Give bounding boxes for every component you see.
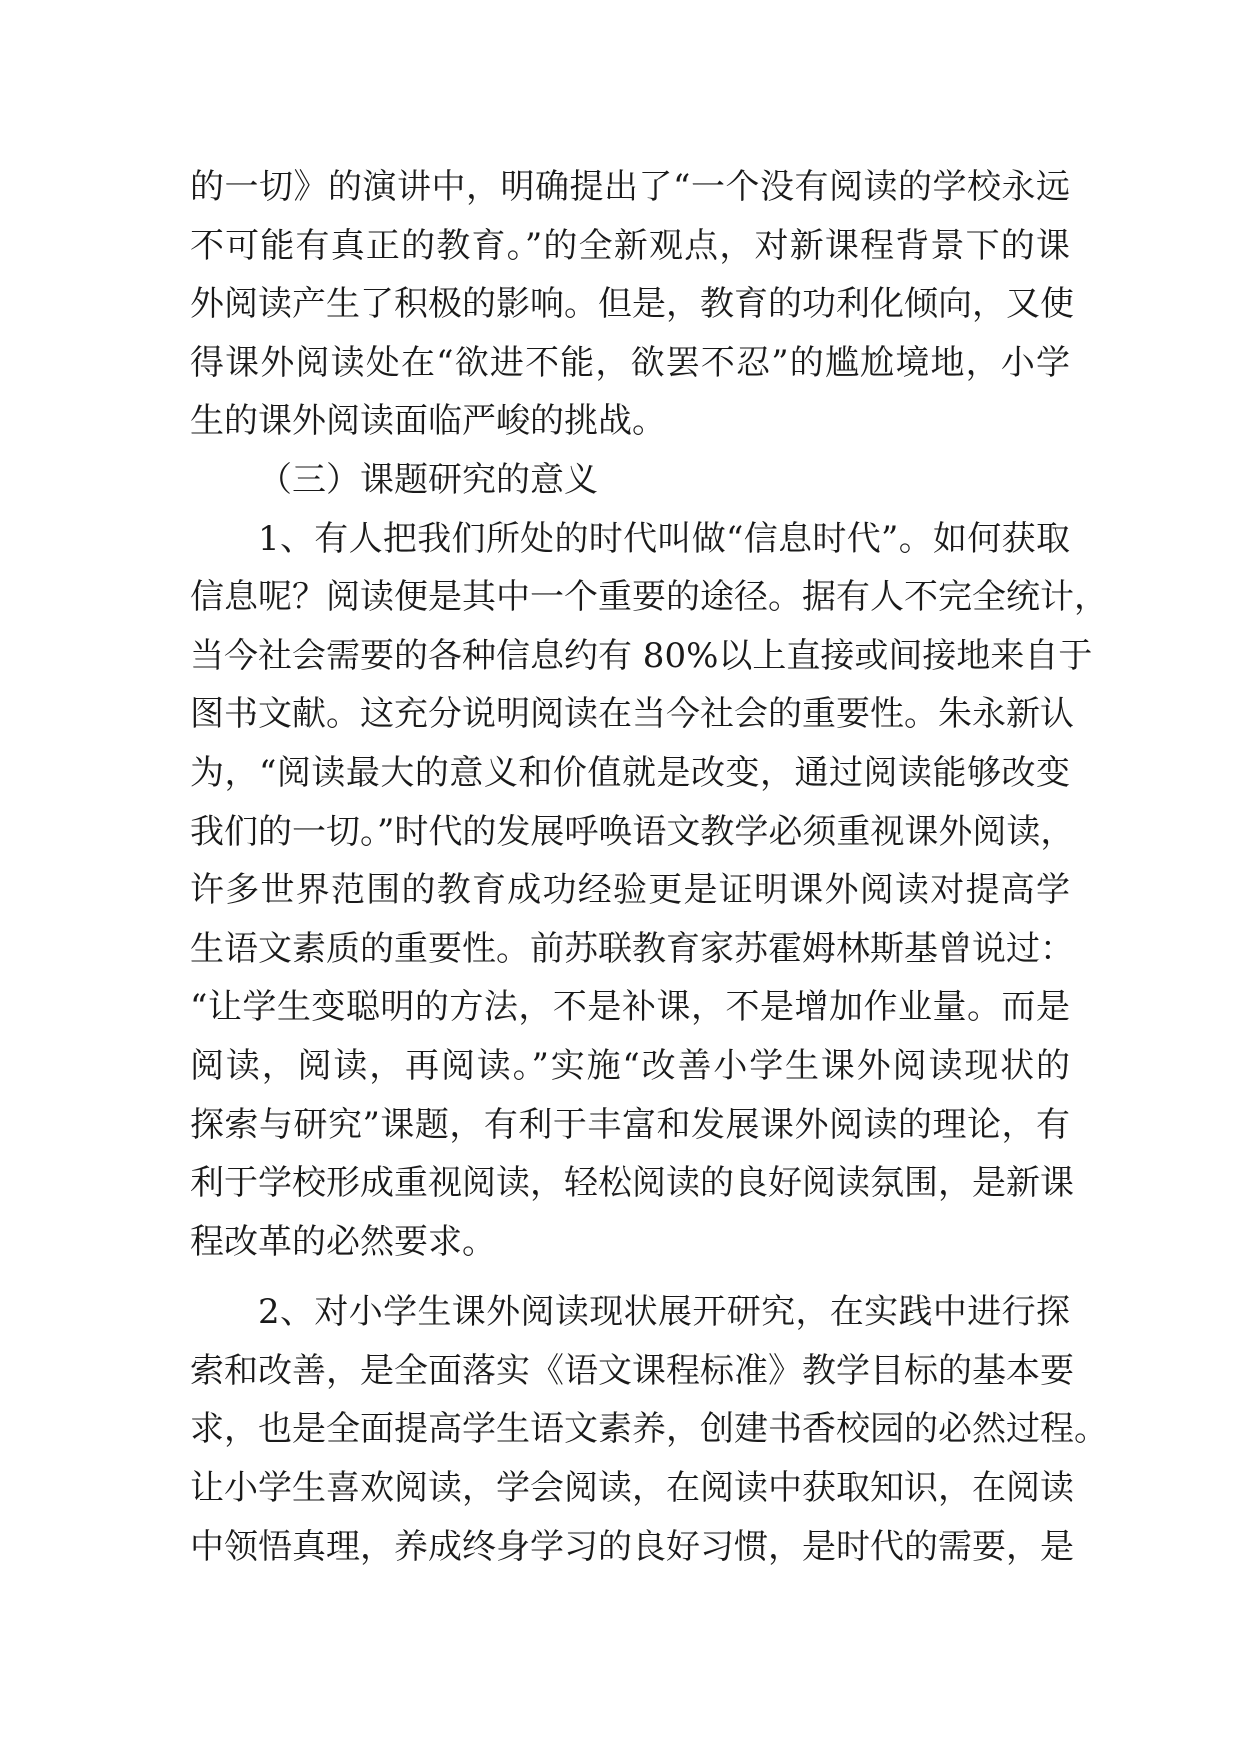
paragraph-point-1 xyxy=(190,510,1108,1272)
text-line: 索和改善，是全面落实《语文课程标准》教学目标的基本要 xyxy=(190,1350,1074,1391)
paragraph-continuation xyxy=(190,158,1074,451)
text-line: “让学生变聪明的方法，不是补课，不是增加作业量。而是 xyxy=(190,987,1070,1028)
text-line: 图书文献。这充分说明阅读在当今社会的重要性。朱永新认 xyxy=(190,694,1074,735)
section-heading xyxy=(190,451,1070,510)
text-line: 利于学校形成重视阅读，轻松阅读的良好阅读氛围，是新课 xyxy=(190,1163,1074,1204)
paragraph-point-2 xyxy=(190,1283,1108,1576)
text-line: 外阅读产生了积极的影响。但是，教育的功利化倾向，又使 xyxy=(190,284,1074,325)
text-line: 1、有人把我们所处的时代叫做“信息时代”。如何获取 xyxy=(258,518,1070,559)
text-line: 2、对小学生课外阅读现状展开研究，在实践中进行探 xyxy=(258,1292,1070,1333)
text-line: 当今社会需要的各种信息约有 80%以上直接或间接地来自于 xyxy=(190,635,1093,676)
text-line: 许多世界范围的教育成功经验更是证明课外阅读对提高学 xyxy=(190,870,1070,911)
paragraph-spacer xyxy=(190,1271,1070,1283)
text-line: 为，“阅读最大的意义和价值就是改变，通过阅读能够改变 xyxy=(190,752,1070,793)
document-body xyxy=(190,158,1108,1576)
text-line: 不可能有真正的教育。”的全新观点，对新课程背景下的课 xyxy=(190,225,1070,266)
text-line: 得课外阅读处在“欲进不能，欲罢不忍”的尴尬境地，小学 xyxy=(190,342,1070,383)
text-line: 生语文素质的重要性。前苏联教育家苏霍姆林斯基曾说过： xyxy=(190,928,1074,969)
text-line: 求，也是全面提高学生语文素养，创建书香校园的必然过程。 xyxy=(190,1409,1108,1450)
text-line: 的一切》的演讲中，明确提出了“一个没有阅读的学校永远 xyxy=(190,167,1070,207)
text-line: 让小学生喜欢阅读，学会阅读，在阅读中获取知识，在阅读 xyxy=(190,1468,1074,1509)
text-line: 中领悟真理，养成终身学习的良好习惯，是时代的需要，是 xyxy=(190,1526,1074,1567)
text-line: 探索与研究”课题，有利于丰富和发展课外阅读的理论，有 xyxy=(190,1104,1070,1145)
text-line: 程改革的必然要求。 xyxy=(190,1221,496,1262)
text-line: 阅读，阅读，再阅读。”实施“改善小学生课外阅读现状的 xyxy=(190,1045,1070,1086)
text-line: 信息呢？阅读便是其中一个重要的途径。据有人不完全统计， xyxy=(190,577,1108,618)
section-heading-text: （三）课题研究的意义 xyxy=(258,459,598,500)
text-line: 我们的一切。”时代的发展呼唤语文教学必须重视课外阅读， xyxy=(190,811,1075,852)
text-line: 生的课外阅读面临严峻的挑战。 xyxy=(190,401,666,442)
